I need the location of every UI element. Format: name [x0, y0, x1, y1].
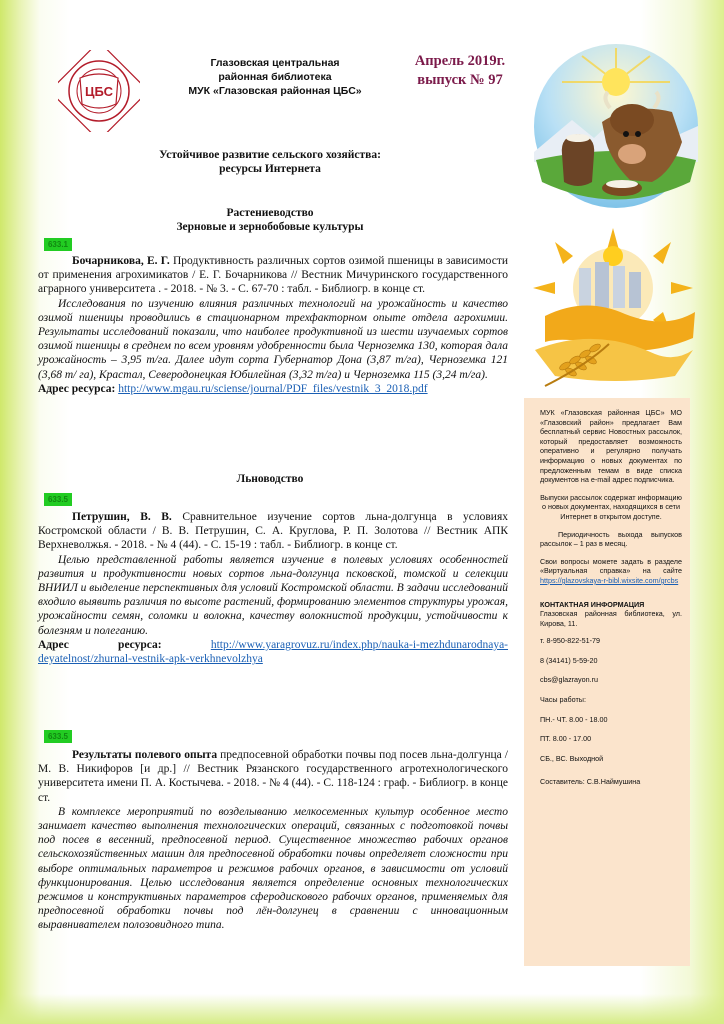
section-heading: Растениеводство	[226, 207, 314, 219]
address-label: Адрес ресурса:	[38, 638, 162, 651]
entry-citation-text: Продуктивность различных сортов озимой пшеницы в зависимости от применения агрохимикатов / Е. Г. Бочарникова // Вестник Мичуринского государственного аграрного университета . - 2018. - № 3. - С. 67-70 : табл. - Библиогр. в конце ст.	[38, 255, 508, 296]
sidebar-issues-text: Выпуски рассылок содержат информацию о новых документах, находящихся в сети Интернет в открытом доступе.	[540, 492, 682, 521]
sidebar-question	[540, 557, 682, 586]
library-header	[180, 56, 370, 98]
info-sidebar	[524, 398, 690, 966]
library-name-line: районная библиотека	[218, 71, 332, 83]
page-title	[120, 148, 420, 176]
entry-citation	[38, 254, 508, 297]
bibliography-entry	[38, 748, 508, 933]
bibliography-entry	[38, 254, 508, 396]
virtual-help-link[interactable]: https://glazovskaya-r-bibl.wixsite.com/grcbs	[540, 575, 679, 585]
resource-link[interactable]: http://www.yaragrovuz.ru/index.php/nauka-i-mezhdunarodnaya-deyatelnost/zhurnal-vestnik-apk-verkhnevolzhya	[38, 638, 509, 666]
contact-title: КОНТАКТНАЯ ИНФОРМАЦИЯ	[540, 599, 645, 609]
bibliography-entry	[38, 510, 508, 666]
page-title-line: ресурсы Интернета	[219, 163, 321, 175]
udc-badge: 633.1	[44, 238, 72, 251]
cow-milk-illustration	[532, 42, 700, 210]
logo-text: ЦБС	[84, 84, 114, 99]
entry-abstract: Исследования по изучению влияния различных технологий на урожайность и качество озимой пшеницы проводились в стационарном трехфакторном опыте отдела агрохимии. Результаты исследований показали, что наиболее продуктивной из шести изучаемых сортов озимой пшеницы в среднем по всем уровням удобренности была Черноземка 130, которая дала урожайность – 3,95 т/га. Далее идут сорта Губернатор Дона (3,87 т/га), Черноземка 121 (3,68 т/ га), Крастал, Северодонецкая Юбилейная (3,32 т/га) и Черноземка 115 (3,24 т/га).	[38, 297, 508, 381]
resource-link[interactable]: http://www.mgau.ru/sciense/journal/PDF_files/vestnik_3_2018.pdf	[118, 382, 428, 395]
contact-phone: т. 8-950-822-51-79	[540, 636, 601, 646]
udc-badge: 633.5	[44, 730, 72, 743]
address-label: Адрес ресурса:	[38, 382, 116, 395]
entry-author: Результаты полевого опыта	[72, 749, 218, 761]
entry-citation	[38, 748, 508, 805]
contact-address: Глазовская районная библиотека, ул. Кирова, 11.	[540, 609, 682, 628]
compiler: Составитель: С.В.Наймушина	[540, 777, 641, 787]
entry-citation	[38, 510, 508, 553]
contact-email: cbs@glazrayon.ru	[540, 675, 599, 685]
sidebar-intro: МУК «Глазовская районная ЦБС» МО «Глазовский район» предлагает Вам бесплатный сервис Новостных рассылок, который предоставляет возможность оперативно и регулярно получать информацию о новых документах по предложенным темам в виде списка документов на e-mail адрес подписчика.	[540, 408, 682, 485]
library-logo	[58, 50, 140, 132]
issue-month: Апрель 2019г.	[414, 53, 506, 69]
issue-info	[410, 52, 510, 90]
grain-harvest-illustration	[525, 226, 701, 396]
entry-abstract: Целью представленной работы является изучение в полевых условиях особенностей развития и продуктивности новых сортов льна-долгунца псковской, томской и селекции ВНИИЛ и выделение перспективных для условий Костромской области. В задачи исследований входило выявить различия по высоте растений, формированию элементов структуры урожая, урожайности семян, соломки и волокна, качеству волокнистой продукции, устойчивости к болезням и полеганию.	[38, 553, 508, 637]
section-title-flax	[120, 472, 420, 486]
entry-citation-text: Сравнительное изучение сортов льна-долгунца в условиях Костромской области / В. В. Петрушин, С. А. Круглова, Р. П. Золотова // Вестник АПК Верхневолжья. - 2018. - № 4 (44). - С. 15-19 : табл. - Библиогр. в конце ст.	[38, 511, 509, 552]
hours-title: Часы работы:	[540, 695, 586, 705]
hours-friday: ПТ. 8.00 - 17.00	[540, 734, 592, 744]
entry-citation-text: предпосевной обработки почвы под посев льна-долгунца / М. В. Никифоров [и др.] // Вестник Рязанского государственного агротехнологического университета имени П. А. Костычева. - 2018. - № 4 (44). - С. 118-124 : граф. - Библиогр. в конце ст.	[38, 749, 508, 804]
section-title-crop-production	[120, 206, 420, 234]
section-heading: Льноводство	[236, 473, 304, 485]
udc-badge: 633.5	[44, 493, 72, 506]
issue-number: выпуск № 97	[417, 72, 503, 88]
sidebar-question-text: Свои вопросы можете задать в разделе «Виртуальная справка» на сайте	[540, 556, 682, 576]
page-title-line: Устойчивое развитие сельского хозяйства:	[159, 149, 381, 161]
entry-author: Петрушин, В. В.	[72, 511, 172, 523]
entry-address	[38, 638, 508, 666]
section-subheading: Зерновые и зернобобовые культуры	[176, 221, 364, 233]
entry-address	[38, 382, 508, 396]
library-name-line: Глазовская центральная	[210, 57, 340, 69]
library-name-line: МУК «Глазовская районная ЦБС»	[188, 85, 362, 97]
hours-weekdays: ПН.- ЧТ. 8.00 - 18.00	[540, 714, 608, 724]
contact-phone: 8 (34141) 5-59-20	[540, 655, 598, 665]
entry-author: Бочарникова, Е. Г.	[72, 255, 170, 267]
entry-abstract: В комплексе мероприятий по возделыванию мелкосеменных культур особенное место занимает качество выполнения технологических операций, связанных с подготовкой почвы под посев в весенний, предпосевной период. Существенное множество рабочих органов сельскохозяйственных машин для предпосевной обработки почвы определяет сложности при выборе оптимальных параметров и режимов рабочих органов, в зависимости от условий функционирования. Целью исследования является определение основных технологических режимов и конструктивных параметров сферодискового рабочих органов, применяемых для предпосевной обработки почвы под лён-долгунец в сравнении с инновационным выравнивателем полозовидного типа.	[38, 805, 508, 932]
hours-weekend: СБ., ВС. Выходной	[540, 753, 604, 763]
sidebar-period-text: Периодичность выхода выпусков рассылок – 1 раз в месяц.	[540, 529, 682, 549]
